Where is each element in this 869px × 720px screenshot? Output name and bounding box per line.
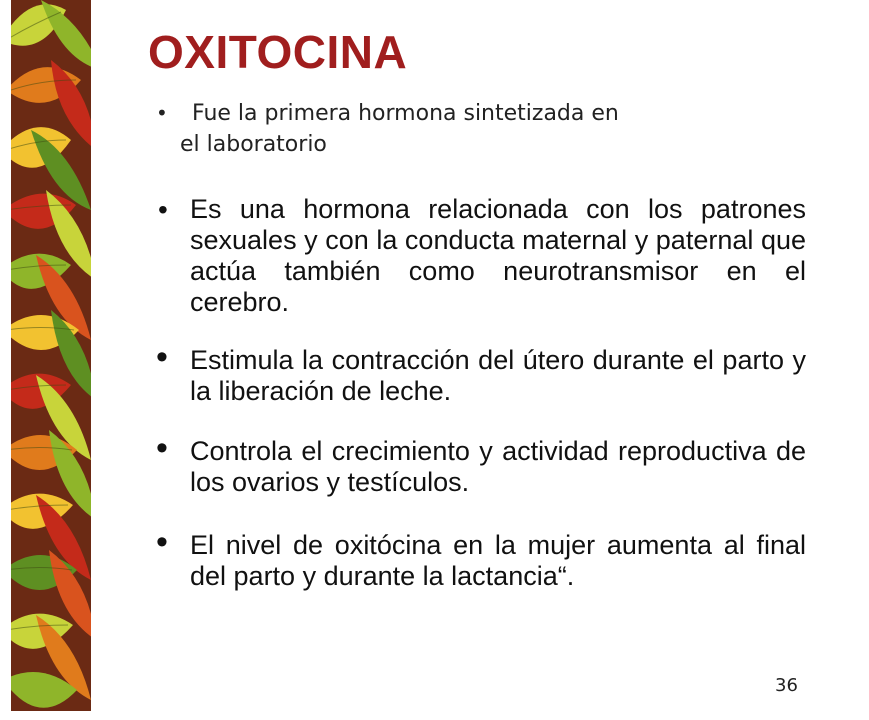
bullet-text-line-1: Fue la primera hormona sintetizada en [192, 101, 619, 126]
bullet-dot: • [156, 523, 168, 561]
page-number: 36 [775, 675, 798, 696]
bullet-dot: • [156, 101, 168, 125]
bullet-text: Controla el crecimiento y actividad reproductiva de los ovarios y testículos. [190, 436, 806, 497]
bullet-dot: • [156, 338, 168, 376]
bullet-item-1 [156, 98, 716, 160]
bullet-text-line-2: el laboratorio [180, 132, 327, 157]
leaves-pattern-icon [11, 0, 91, 711]
bullet-item-3 [156, 338, 806, 407]
bullet-dot: • [158, 194, 168, 225]
bullet-item-2 [156, 194, 806, 318]
slide-left-margin [0, 0, 11, 720]
bullet-dot: • [156, 429, 168, 467]
bullet-item-5 [156, 523, 806, 592]
bullet-text: Estimula la contracción del útero durante el parto y la liberación de leche. [190, 345, 806, 406]
bullet-text: El nivel de oxitócina en la mujer aumenta al final del parto y durante la lactancia“. [190, 530, 806, 591]
slide-title: OXITOCINA [148, 26, 408, 78]
autumn-leaves-strip [11, 0, 91, 711]
bullet-text: Es una hormona relacionada con los patrones sexuales y con la conducta maternal y paternal que actúa también como neurotransmisor en el cerebro. [190, 194, 806, 317]
bullet-item-4 [156, 429, 806, 498]
